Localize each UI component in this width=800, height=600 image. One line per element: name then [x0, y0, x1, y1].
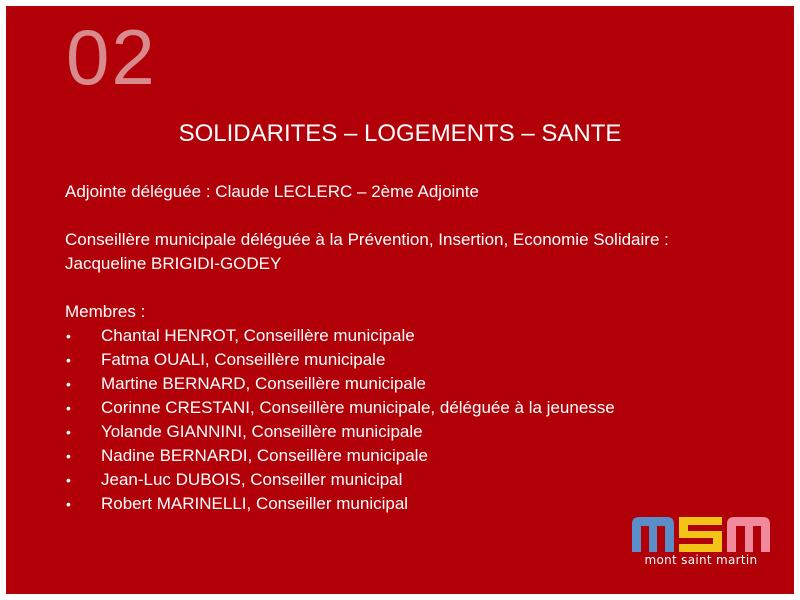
bullet-icon: • — [66, 400, 71, 416]
spacer — [65, 204, 765, 228]
member-item — [65, 348, 765, 372]
conseillere-line-1: Conseillère municipale déléguée à la Prévention, Insertion, Economie Solidaire : — [65, 230, 669, 249]
msm-logo-mark — [630, 514, 772, 554]
member-name: Nadine BERNARDI, Conseillère municipale — [101, 446, 428, 465]
slide-body — [65, 180, 765, 516]
logo-s — [679, 517, 722, 552]
msm-logo — [630, 514, 772, 576]
member-name: Chantal HENROT, Conseillère municipale — [101, 326, 415, 345]
bullet-icon: • — [66, 352, 71, 368]
member-name: Jean-Luc DUBOIS, Conseiller municipal — [101, 470, 403, 489]
member-item — [65, 468, 765, 492]
slide — [6, 6, 794, 594]
bullet-icon: • — [66, 328, 71, 344]
bullet-icon: • — [66, 424, 71, 440]
member-item — [65, 492, 765, 516]
member-name: Fatma OUALI, Conseillère municipale — [101, 350, 386, 369]
members-heading: Membres : — [65, 302, 146, 321]
bullet-icon: • — [66, 496, 71, 512]
logo-text: mont saint martin — [644, 553, 758, 567]
bullet-icon: • — [66, 448, 71, 464]
bullet-icon: • — [66, 376, 71, 392]
member-item — [65, 324, 765, 348]
member-name: Yolande GIANNINI, Conseillère municipale — [101, 422, 423, 441]
member-item — [65, 444, 765, 468]
logo-m-right — [727, 517, 770, 552]
conseillere-line-2: Jacqueline BRIGIDI-GODEY — [65, 254, 282, 273]
section-title: SOLIDARITES – LOGEMENTS – SANTE — [178, 120, 622, 147]
bullet-icon: • — [66, 472, 71, 488]
members-list — [65, 324, 765, 516]
section-number: 02 — [66, 13, 157, 101]
member-name: Corinne CRESTANI, Conseillère municipale, déléguée à la jeunesse — [101, 398, 615, 417]
adjointe-line: Adjointe déléguée : Claude LECLERC – 2ème Adjointe — [65, 182, 479, 201]
spacer — [65, 276, 765, 300]
member-item — [65, 372, 765, 396]
member-item — [65, 420, 765, 444]
member-name: Robert MARINELLI, Conseiller municipal — [101, 494, 409, 513]
member-name: Martine BERNARD, Conseillère municipale — [101, 374, 427, 393]
member-item — [65, 396, 765, 420]
logo-m-left — [632, 517, 674, 552]
